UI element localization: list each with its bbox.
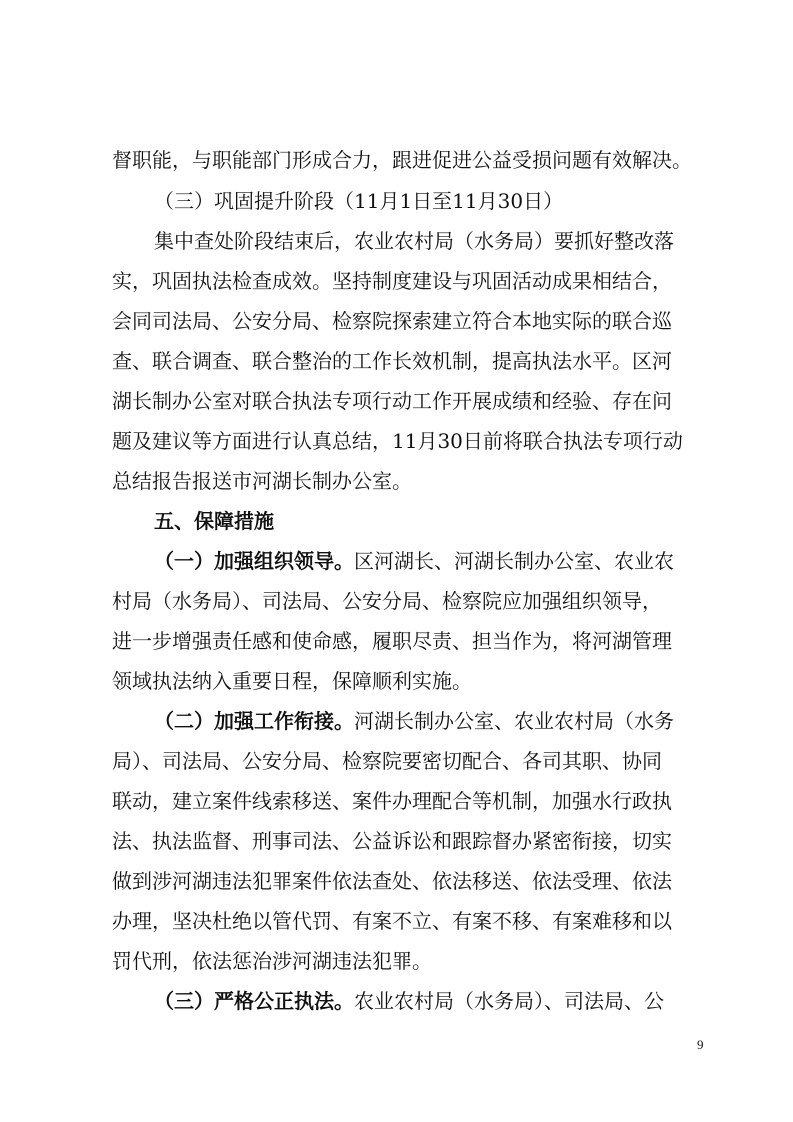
paragraph-text: 区河湖长、河湖长制办公室、农业农	[354, 549, 674, 573]
paragraph-line: 集中查处阶段结束后，农业农村局（水务局）要抓好整改落	[154, 229, 674, 253]
paragraph-lead: （一）加强组织领导。	[154, 549, 354, 573]
paragraph-line: 题及建议等方面进行认真总结，11月30日前将联合执法专项行动	[112, 429, 683, 453]
paragraph-line: 做到涉河湖违法犯罪案件依法查处、依法移送、依法受理、依法	[112, 869, 672, 893]
paragraph-text: 农业农村局（水务局）、司法局、公	[354, 989, 664, 1013]
paragraph-line: 查、联合调查、联合整治的工作长效机制，提高执法水平。区河	[112, 349, 672, 373]
paragraph-line: 领域执法纳入重要日程，保障顺利实施。	[112, 669, 472, 693]
paragraph-line: 法、执法监督、刑事司法、公益诉讼和跟踪督办紧密衔接，切实	[112, 829, 672, 853]
paragraph-line: 实，巩固执法检查成效。坚持制度建设与巩固活动成果相结合，	[112, 269, 672, 293]
paragraph-line: 总结报告报送市河湖长制办公室。	[112, 469, 412, 493]
paragraph-line: 局）、司法局、公安分局、检察院要密切配合、各司其职、协同	[112, 749, 662, 773]
subheading-stage-three: （三）巩固提升阶段（11月1日至11月30日）	[154, 189, 564, 213]
paragraph-line: 会同司法局、公安分局、检察院探索建立符合本地实际的联合巡	[112, 309, 672, 333]
paragraph-lead: （三）严格公正执法。	[154, 989, 354, 1013]
paragraph-line: 湖长制办公室对联合执法专项行动工作开展成绩和经验、存在问	[112, 389, 672, 413]
paragraph-line	[154, 549, 712, 573]
paragraph-lead: （二）加强工作衔接。	[154, 709, 354, 733]
paragraph-line: 进一步增强责任感和使命感，履职尽责、担当作为，将河湖管理	[112, 629, 672, 653]
paragraph-text: 河湖长制办公室、农业农村局（水务	[354, 709, 674, 733]
paragraph-line: 督职能，与职能部门形成合力，跟进促进公益受损问题有效解决。	[112, 148, 692, 172]
page-number: 9	[697, 1037, 704, 1052]
paragraph-line: 罚代刑，依法惩治涉河湖违法犯罪。	[112, 949, 432, 973]
paragraph-line: 联动，建立案件线索移送、案件办理配合等机制，加强水行政执	[112, 789, 672, 813]
paragraph-line: 村局（水务局）、司法局、公安分局、检察院应加强组织领导，	[112, 589, 662, 613]
paragraph-line	[154, 989, 712, 1013]
paragraph-line: 办理，坚决杜绝以管代罚、有案不立、有案不移、有案难移和以	[112, 909, 672, 933]
section-heading: 五、保障措施	[154, 509, 274, 533]
paragraph-line	[154, 709, 712, 733]
